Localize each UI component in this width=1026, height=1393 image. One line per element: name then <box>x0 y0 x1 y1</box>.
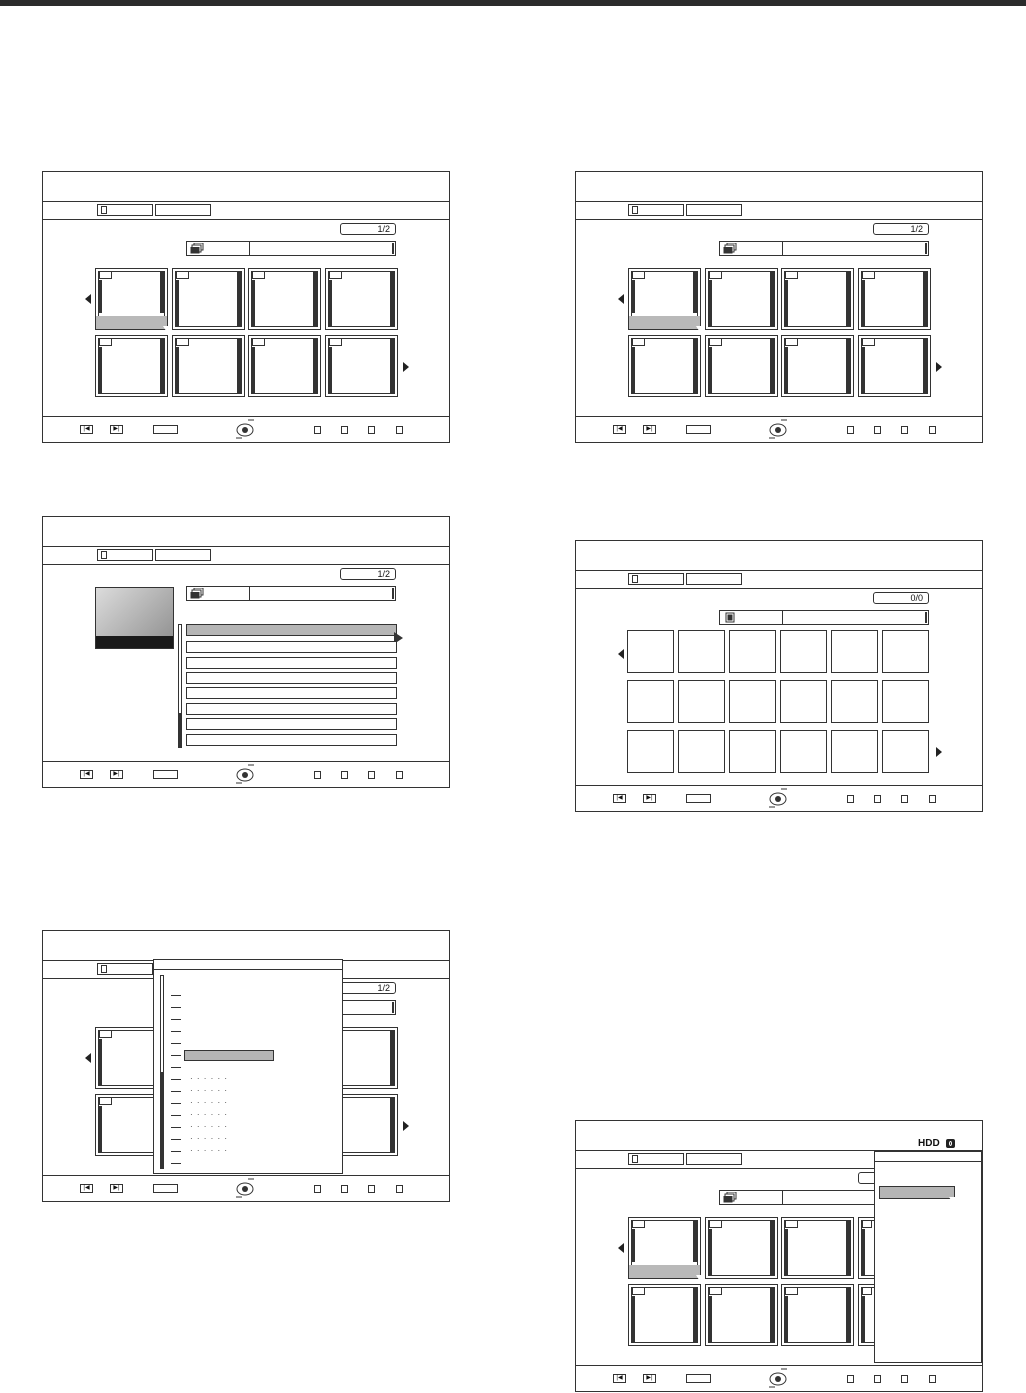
color-button-2[interactable] <box>341 771 348 779</box>
scale-tick <box>171 1163 181 1164</box>
title-bar <box>43 931 449 961</box>
list-item[interactable] <box>186 718 397 730</box>
skip-previous-icon[interactable]: |◀ <box>613 1374 626 1383</box>
thumbnail[interactable] <box>628 1284 701 1346</box>
thumbnail-selected[interactable] <box>628 268 701 330</box>
folder-selector[interactable] <box>186 241 396 256</box>
scale-tick <box>171 1115 181 1116</box>
screen-panel-5 <box>42 930 450 1202</box>
color-button-4[interactable] <box>929 426 936 434</box>
thumbnail[interactable] <box>858 335 931 397</box>
dotted-leader: · · · · · · <box>190 1086 229 1095</box>
color-button-1[interactable] <box>847 1375 854 1383</box>
grid-cell[interactable] <box>627 730 674 773</box>
thumbnail[interactable] <box>781 1284 854 1346</box>
stacked-folder-icon <box>723 243 737 254</box>
folder-selector[interactable] <box>719 610 929 625</box>
grid-cell[interactable] <box>882 730 929 773</box>
dotted-leader: · · · · · · <box>190 1122 229 1131</box>
navigation-dial-icon[interactable] <box>766 788 790 808</box>
title-bar <box>43 172 449 202</box>
folder-selector[interactable] <box>186 586 396 601</box>
navigation-dial-icon[interactable] <box>766 419 790 439</box>
color-button-1[interactable] <box>314 771 321 779</box>
scale-tick <box>171 1151 181 1152</box>
page-next-arrow[interactable] <box>403 1121 409 1131</box>
dotted-leader: · · · · · · <box>190 1110 229 1119</box>
grid-cell[interactable] <box>780 680 827 723</box>
page-counter: 1/2 <box>873 223 929 235</box>
page-prev-arrow[interactable] <box>618 294 624 304</box>
skip-next-icon[interactable]: ▶| <box>110 770 123 779</box>
thumbnail-selected[interactable] <box>628 1217 701 1279</box>
folder-selector[interactable] <box>719 241 929 256</box>
tabs-bar <box>43 547 449 565</box>
thumbnail[interactable] <box>705 1284 778 1346</box>
skip-previous-icon[interactable]: |◀ <box>80 1184 93 1193</box>
color-button-3[interactable] <box>901 1375 908 1383</box>
title-bar <box>576 541 982 571</box>
disc-icon <box>723 612 737 623</box>
tab-1[interactable] <box>97 963 153 975</box>
screen-panel-2 <box>575 171 983 443</box>
color-button-3[interactable] <box>368 771 375 779</box>
thumbnail[interactable] <box>628 335 701 397</box>
color-button-1[interactable] <box>847 795 854 803</box>
navigation-dial-icon[interactable] <box>233 764 257 784</box>
navigation-dial-icon[interactable] <box>766 1368 790 1388</box>
grid-cell[interactable] <box>627 630 674 673</box>
tab-2[interactable] <box>686 204 742 216</box>
scale-tick <box>171 1091 181 1092</box>
screen-panel-6 <box>575 1120 983 1392</box>
thumbnail[interactable] <box>172 335 245 397</box>
color-button-2[interactable] <box>341 426 348 434</box>
function-button[interactable] <box>686 1374 711 1383</box>
stacked-folder-icon <box>723 1192 737 1203</box>
tab-1[interactable] <box>628 1153 684 1165</box>
screen-panel-1 <box>42 171 450 443</box>
scale-tick <box>171 1127 181 1128</box>
skip-next-icon[interactable]: ▶| <box>643 425 656 434</box>
grid-cell[interactable] <box>678 630 725 673</box>
screen-panel-4 <box>575 540 983 812</box>
control-bar <box>43 416 449 442</box>
grid-cell[interactable] <box>831 680 878 723</box>
folder-selector[interactable] <box>719 1190 879 1205</box>
skip-previous-icon[interactable]: |◀ <box>80 425 93 434</box>
hdd-icon <box>946 1139 955 1148</box>
skip-previous-icon[interactable]: |◀ <box>613 794 626 803</box>
color-button-2[interactable] <box>874 1375 881 1383</box>
thumbnail[interactable] <box>781 1217 854 1279</box>
color-button-3[interactable] <box>368 426 375 434</box>
navigation-dial-icon[interactable] <box>233 419 257 439</box>
popup-header <box>154 960 342 970</box>
grid-cell[interactable] <box>780 630 827 673</box>
control-bar <box>576 416 982 442</box>
tab-1[interactable] <box>628 204 684 216</box>
tab-2[interactable] <box>686 1153 742 1165</box>
title-bar <box>576 172 982 202</box>
skip-next-icon[interactable]: ▶| <box>643 794 656 803</box>
scale-tick <box>171 1139 181 1140</box>
thumbnail[interactable] <box>781 335 854 397</box>
tab-1[interactable] <box>97 549 153 561</box>
hdd-label: HDD <box>918 1138 940 1149</box>
grid-cell[interactable] <box>831 730 878 773</box>
control-bar <box>576 1365 982 1391</box>
thumbnail[interactable] <box>248 268 321 330</box>
control-bar <box>43 761 449 787</box>
scale-tick <box>171 1031 181 1032</box>
color-button-4[interactable] <box>396 1185 403 1193</box>
preview-thumbnail <box>95 587 174 649</box>
side-menu <box>874 1151 982 1363</box>
scale-tick <box>171 1067 181 1068</box>
thumbnail[interactable] <box>858 268 931 330</box>
grid-cell[interactable] <box>627 680 674 723</box>
cursor-pointer-icon <box>268 1061 278 1069</box>
side-menu-item-selected[interactable] <box>879 1186 955 1199</box>
tab-1[interactable] <box>97 204 153 216</box>
list-scrollbar[interactable] <box>178 624 182 748</box>
list-item[interactable] <box>186 687 397 699</box>
page-prev-arrow[interactable] <box>618 1243 624 1253</box>
color-button-1[interactable] <box>314 426 321 434</box>
dotted-leader: · · · · · · <box>190 1134 229 1143</box>
thumbnail[interactable] <box>705 268 778 330</box>
color-button-4[interactable] <box>929 795 936 803</box>
thumbnail[interactable] <box>95 335 168 397</box>
scale-tick <box>171 1079 181 1080</box>
cursor-pointer-icon <box>949 1197 959 1205</box>
scale-popup-menu <box>153 959 343 1174</box>
scale-tick <box>171 1055 181 1056</box>
color-button-2[interactable] <box>341 1185 348 1193</box>
tab-2[interactable] <box>686 573 742 585</box>
list-item[interactable] <box>186 641 397 653</box>
skip-next-icon[interactable]: ▶| <box>643 1374 656 1383</box>
skip-previous-icon[interactable]: |◀ <box>613 425 626 434</box>
color-button-4[interactable] <box>396 771 403 779</box>
list-item-selected[interactable] <box>186 624 397 636</box>
thumbnail[interactable] <box>781 268 854 330</box>
color-button-3[interactable] <box>901 795 908 803</box>
grid-cell[interactable] <box>882 680 929 723</box>
grid-cell[interactable] <box>780 730 827 773</box>
page-counter: 1/2 <box>340 982 396 994</box>
thumbnail[interactable] <box>325 335 398 397</box>
scale-tick <box>171 1043 181 1044</box>
grid-cell[interactable] <box>729 680 776 723</box>
skip-next-icon[interactable]: ▶| <box>110 1184 123 1193</box>
stacked-folder-icon <box>190 243 204 254</box>
page-prev-arrow[interactable] <box>85 294 91 304</box>
function-button[interactable] <box>153 1184 178 1193</box>
color-button-4[interactable] <box>396 426 403 434</box>
page-prev-arrow[interactable] <box>85 1053 91 1063</box>
tab-2[interactable] <box>155 204 211 216</box>
scale-tick <box>171 1007 181 1008</box>
grid-cell[interactable] <box>678 730 725 773</box>
dotted-leader: · · · · · · <box>190 1146 229 1155</box>
tabs-bar <box>576 202 982 220</box>
color-button-3[interactable] <box>901 426 908 434</box>
function-button[interactable] <box>153 770 178 779</box>
scale-tick <box>171 995 181 996</box>
grid-cell[interactable] <box>729 730 776 773</box>
thumbnail-selected[interactable] <box>95 268 168 330</box>
page-counter: 0/0 <box>873 592 929 604</box>
grid-cell[interactable] <box>729 630 776 673</box>
page-top-bar <box>0 0 1026 6</box>
function-button[interactable] <box>686 794 711 803</box>
thumbnail[interactable] <box>325 268 398 330</box>
control-bar <box>43 1175 449 1201</box>
page-next-arrow[interactable] <box>403 362 409 372</box>
screen-panel-3 <box>42 516 450 788</box>
page-counter: 1/2 <box>340 568 396 580</box>
dotted-leader: · · · · · · <box>190 1074 229 1083</box>
skip-next-icon[interactable]: ▶| <box>110 425 123 434</box>
popup-scrollbar[interactable] <box>160 975 164 1169</box>
title-bar <box>576 1121 982 1151</box>
skip-previous-icon[interactable]: |◀ <box>80 770 93 779</box>
thumbnail[interactable] <box>248 335 321 397</box>
tabs-bar <box>43 202 449 220</box>
function-button[interactable] <box>686 425 711 434</box>
grid-cell[interactable] <box>678 680 725 723</box>
list-item[interactable] <box>186 734 397 746</box>
tab-1[interactable] <box>628 573 684 585</box>
color-button-1[interactable] <box>314 1185 321 1193</box>
grid-cell[interactable] <box>831 630 878 673</box>
thumbnail[interactable] <box>705 335 778 397</box>
color-button-1[interactable] <box>847 426 854 434</box>
thumbnail[interactable] <box>705 1217 778 1279</box>
color-button-3[interactable] <box>368 1185 375 1193</box>
color-button-2[interactable] <box>874 426 881 434</box>
tab-2[interactable] <box>155 549 211 561</box>
tabs-bar <box>576 571 982 589</box>
navigation-dial-icon[interactable] <box>233 1178 257 1198</box>
page-prev-arrow[interactable] <box>618 649 624 659</box>
color-button-4[interactable] <box>929 1375 936 1383</box>
list-item[interactable] <box>186 703 397 715</box>
color-button-2[interactable] <box>874 795 881 803</box>
page-counter: 1/2 <box>340 223 396 235</box>
control-bar <box>576 785 982 811</box>
stacked-folder-icon <box>190 588 204 599</box>
title-bar <box>43 517 449 547</box>
list-item[interactable] <box>186 672 397 684</box>
function-button[interactable] <box>153 425 178 434</box>
scale-tick <box>171 1019 181 1020</box>
dotted-leader: · · · · · · <box>190 1098 229 1107</box>
grid-cell[interactable] <box>882 630 929 673</box>
side-menu-header <box>875 1152 981 1162</box>
page-next-arrow[interactable] <box>936 362 942 372</box>
list-item[interactable] <box>186 657 397 669</box>
scale-tick <box>171 1103 181 1104</box>
page-next-arrow[interactable] <box>936 747 942 757</box>
popup-item-selected[interactable] <box>184 1050 274 1061</box>
thumbnail[interactable] <box>172 268 245 330</box>
